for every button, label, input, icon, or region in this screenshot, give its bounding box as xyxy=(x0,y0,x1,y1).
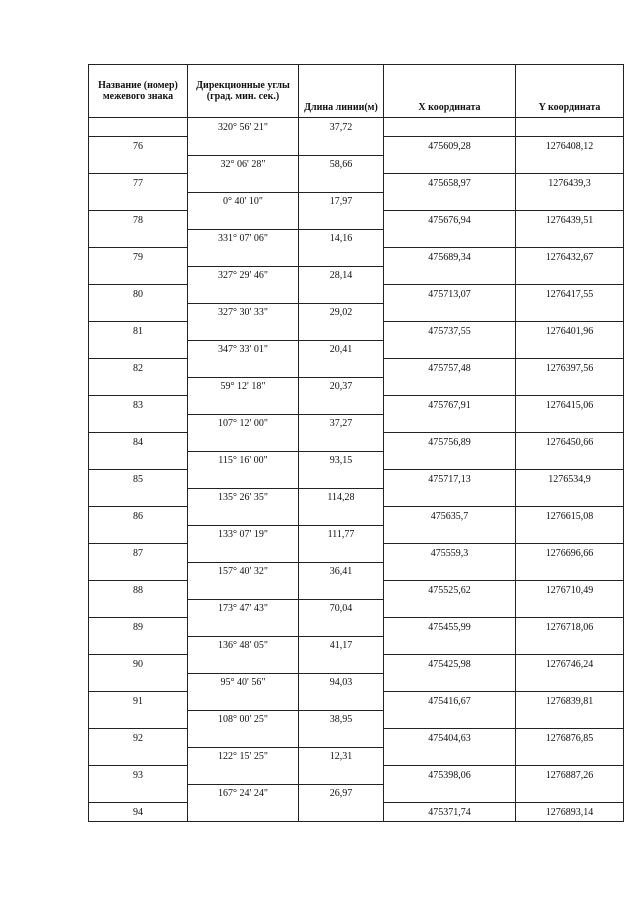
segment-y-cell xyxy=(516,673,624,692)
segment-y-cell xyxy=(516,192,624,211)
segment-y-cell xyxy=(516,451,624,470)
segment-name-cell xyxy=(89,229,188,248)
segment-angle: 320° 56' 21" xyxy=(188,118,299,137)
segment-angle: 59° 12' 18" xyxy=(188,377,299,396)
point-row xyxy=(89,322,624,341)
point-x: 475398,06 xyxy=(384,766,516,785)
segment-angle: 115° 16' 00" xyxy=(188,451,299,470)
point-length-cell xyxy=(299,692,384,711)
point-length-cell xyxy=(299,581,384,600)
point-length-cell xyxy=(299,766,384,785)
point-angle-cell xyxy=(188,544,299,563)
point-row xyxy=(89,692,624,711)
point-length-cell xyxy=(299,507,384,526)
segment-name-cell xyxy=(89,266,188,285)
point-y: 1276746,24 xyxy=(516,655,624,674)
point-x: 475455,99 xyxy=(384,618,516,637)
point-length-cell xyxy=(299,544,384,563)
segment-x-cell xyxy=(384,155,516,174)
point-name: 91 xyxy=(89,692,188,711)
segment-x-cell xyxy=(384,414,516,433)
segment-y-cell xyxy=(516,747,624,766)
point-length-cell xyxy=(299,359,384,378)
point-y: 1276876,85 xyxy=(516,729,624,748)
segment-length: 37,27 xyxy=(299,414,384,433)
header-angle: Дирекционные углы (град. мин. сек.) xyxy=(188,65,299,118)
point-name: 77 xyxy=(89,174,188,193)
segment-row xyxy=(89,451,624,470)
point-length-cell xyxy=(299,285,384,304)
point-y: 1276887,26 xyxy=(516,766,624,785)
segment-y-cell xyxy=(516,266,624,285)
point-name: 86 xyxy=(89,507,188,526)
segment-angle: 327° 30' 33" xyxy=(188,303,299,322)
point-length-cell xyxy=(299,322,384,341)
segment-x-cell xyxy=(384,562,516,581)
segment-length: 94,03 xyxy=(299,673,384,692)
point-x: 475371,74 xyxy=(384,803,516,822)
segment-angle: 327° 29' 46" xyxy=(188,266,299,285)
segment-x-cell xyxy=(384,525,516,544)
header-length: Длина линии(м) xyxy=(299,65,384,118)
point-row xyxy=(89,396,624,415)
segment-row xyxy=(89,303,624,322)
point-row xyxy=(89,433,624,452)
segment-row xyxy=(89,525,624,544)
segment-y-cell xyxy=(516,414,624,433)
segment-x-cell xyxy=(384,673,516,692)
segment-x-cell xyxy=(384,710,516,729)
segment-angle: 167° 24' 24" xyxy=(188,784,299,803)
point-name: 85 xyxy=(89,470,188,489)
segment-y-cell xyxy=(516,710,624,729)
point-y: 1276439,51 xyxy=(516,211,624,230)
point-length-cell xyxy=(299,433,384,452)
segment-angle: 133° 07' 19" xyxy=(188,525,299,544)
point-y: 1276432,67 xyxy=(516,248,624,267)
point-row xyxy=(89,211,624,230)
point-length-cell xyxy=(299,137,384,156)
segment-name-cell xyxy=(89,599,188,618)
segment-y-cell xyxy=(516,525,624,544)
point-y: 1276397,56 xyxy=(516,359,624,378)
point-y: 1276710,49 xyxy=(516,581,624,600)
point-name: 84 xyxy=(89,433,188,452)
point-y: 1276839,81 xyxy=(516,692,624,711)
segment-angle: 108° 00' 25" xyxy=(188,710,299,729)
segment-name-cell xyxy=(89,414,188,433)
point-name: 79 xyxy=(89,248,188,267)
segment-row xyxy=(89,340,624,359)
point-name: 82 xyxy=(89,359,188,378)
point-x: 475756,89 xyxy=(384,433,516,452)
segment-length: 28,14 xyxy=(299,266,384,285)
segment-length: 41,17 xyxy=(299,636,384,655)
segment-row xyxy=(89,747,624,766)
point-name: 81 xyxy=(89,322,188,341)
segment-length: 38,95 xyxy=(299,710,384,729)
segment-name-cell xyxy=(89,784,188,803)
header-x: X координата xyxy=(384,65,516,118)
point-name: 94 xyxy=(89,803,188,822)
point-angle-cell xyxy=(188,692,299,711)
segment-row xyxy=(89,784,624,803)
point-y: 1276450,66 xyxy=(516,433,624,452)
segment-name-cell xyxy=(89,747,188,766)
segment-y-cell xyxy=(516,118,624,137)
segment-x-cell xyxy=(384,266,516,285)
point-y: 1276696,66 xyxy=(516,544,624,563)
point-x: 475404,63 xyxy=(384,729,516,748)
table-body xyxy=(89,118,624,822)
segment-row xyxy=(89,266,624,285)
point-row xyxy=(89,285,624,304)
segment-y-cell xyxy=(516,599,624,618)
point-name: 92 xyxy=(89,729,188,748)
segment-angle: 95° 40' 56" xyxy=(188,673,299,692)
segment-length: 20,37 xyxy=(299,377,384,396)
segment-angle: 136° 48' 05" xyxy=(188,636,299,655)
segment-length: 17,97 xyxy=(299,192,384,211)
header-y: Y координата xyxy=(516,65,624,118)
point-row xyxy=(89,470,624,489)
segment-y-cell xyxy=(516,636,624,655)
segment-row xyxy=(89,414,624,433)
segment-length: 111,77 xyxy=(299,525,384,544)
segment-angle: 331° 07' 06" xyxy=(188,229,299,248)
segment-name-cell xyxy=(89,192,188,211)
segment-length: 37,72 xyxy=(299,118,384,137)
segment-name-cell xyxy=(89,673,188,692)
segment-name-cell xyxy=(89,488,188,507)
point-length-cell xyxy=(299,174,384,193)
point-row xyxy=(89,803,624,822)
segment-x-cell xyxy=(384,784,516,803)
segment-row xyxy=(89,229,624,248)
segment-x-cell xyxy=(384,229,516,248)
point-x: 475717,13 xyxy=(384,470,516,489)
segment-name-cell xyxy=(89,525,188,544)
point-row xyxy=(89,766,624,785)
segment-y-cell xyxy=(516,229,624,248)
point-x: 475737,55 xyxy=(384,322,516,341)
point-y: 1276439,3 xyxy=(516,174,624,193)
point-row xyxy=(89,581,624,600)
point-length-cell xyxy=(299,396,384,415)
point-y: 1276417,55 xyxy=(516,285,624,304)
point-y: 1276534,9 xyxy=(516,470,624,489)
segment-y-cell xyxy=(516,155,624,174)
segment-name-cell xyxy=(89,710,188,729)
point-length-cell xyxy=(299,618,384,637)
point-x: 475559,3 xyxy=(384,544,516,563)
segment-length: 93,15 xyxy=(299,451,384,470)
point-name: 89 xyxy=(89,618,188,637)
point-y: 1276893,14 xyxy=(516,803,624,822)
segment-y-cell xyxy=(516,377,624,396)
segment-x-cell xyxy=(384,303,516,322)
segment-x-cell xyxy=(384,636,516,655)
segment-name-cell xyxy=(89,118,188,137)
point-x: 475635,7 xyxy=(384,507,516,526)
point-x: 475609,28 xyxy=(384,137,516,156)
segment-length: 70,04 xyxy=(299,599,384,618)
segment-x-cell xyxy=(384,377,516,396)
point-x: 475416,67 xyxy=(384,692,516,711)
segment-row xyxy=(89,636,624,655)
point-row xyxy=(89,729,624,748)
segment-angle: 107° 12' 00" xyxy=(188,414,299,433)
segment-name-cell xyxy=(89,340,188,359)
segment-row xyxy=(89,192,624,211)
point-name: 83 xyxy=(89,396,188,415)
point-angle-cell xyxy=(188,581,299,600)
point-length-cell xyxy=(299,470,384,489)
point-length-cell xyxy=(299,803,384,822)
point-x: 475713,07 xyxy=(384,285,516,304)
segment-name-cell xyxy=(89,636,188,655)
segment-angle: 157° 40' 32" xyxy=(188,562,299,581)
segment-name-cell xyxy=(89,451,188,470)
segment-angle: 0° 40' 10" xyxy=(188,192,299,211)
point-angle-cell xyxy=(188,174,299,193)
segment-name-cell xyxy=(89,155,188,174)
segment-length: 58,66 xyxy=(299,155,384,174)
segment-length: 26,97 xyxy=(299,784,384,803)
point-x: 475425,98 xyxy=(384,655,516,674)
point-angle-cell xyxy=(188,285,299,304)
point-x: 475676,94 xyxy=(384,211,516,230)
segment-y-cell xyxy=(516,784,624,803)
point-y: 1276408,12 xyxy=(516,137,624,156)
point-x: 475757,48 xyxy=(384,359,516,378)
point-angle-cell xyxy=(188,322,299,341)
point-angle-cell xyxy=(188,359,299,378)
point-x: 475689,34 xyxy=(384,248,516,267)
segment-x-cell xyxy=(384,451,516,470)
table-header-row xyxy=(89,65,624,118)
point-angle-cell xyxy=(188,211,299,230)
point-length-cell xyxy=(299,211,384,230)
segment-angle: 173° 47' 43" xyxy=(188,599,299,618)
point-name: 93 xyxy=(89,766,188,785)
point-angle-cell xyxy=(188,766,299,785)
segment-length: 14,16 xyxy=(299,229,384,248)
segment-length: 114,28 xyxy=(299,488,384,507)
segment-row xyxy=(89,599,624,618)
point-y: 1276415,06 xyxy=(516,396,624,415)
point-name: 76 xyxy=(89,137,188,156)
segment-name-cell xyxy=(89,562,188,581)
segment-x-cell xyxy=(384,488,516,507)
point-name: 90 xyxy=(89,655,188,674)
segment-x-cell xyxy=(384,599,516,618)
segment-length: 36,41 xyxy=(299,562,384,581)
point-y: 1276401,96 xyxy=(516,322,624,341)
segment-y-cell xyxy=(516,340,624,359)
segment-y-cell xyxy=(516,488,624,507)
segment-y-cell xyxy=(516,303,624,322)
segment-angle: 122° 15' 25" xyxy=(188,747,299,766)
segment-row xyxy=(89,562,624,581)
point-angle-cell xyxy=(188,137,299,156)
point-x: 475658,97 xyxy=(384,174,516,193)
segment-x-cell xyxy=(384,118,516,137)
segment-row xyxy=(89,488,624,507)
segment-angle: 347° 33' 01" xyxy=(188,340,299,359)
segment-angle: 135° 26' 35" xyxy=(188,488,299,507)
point-length-cell xyxy=(299,729,384,748)
point-y: 1276615,08 xyxy=(516,507,624,526)
segment-row xyxy=(89,118,624,137)
point-row xyxy=(89,359,624,378)
point-angle-cell xyxy=(188,618,299,637)
point-angle-cell xyxy=(188,507,299,526)
segment-row xyxy=(89,673,624,692)
point-length-cell xyxy=(299,655,384,674)
point-name: 78 xyxy=(89,211,188,230)
segment-name-cell xyxy=(89,377,188,396)
point-angle-cell xyxy=(188,396,299,415)
segment-length: 20,41 xyxy=(299,340,384,359)
point-y: 1276718,06 xyxy=(516,618,624,637)
point-name: 80 xyxy=(89,285,188,304)
point-row xyxy=(89,248,624,267)
segment-name-cell xyxy=(89,303,188,322)
segment-row xyxy=(89,377,624,396)
point-angle-cell xyxy=(188,803,299,822)
point-name: 87 xyxy=(89,544,188,563)
point-angle-cell xyxy=(188,470,299,489)
segment-row xyxy=(89,710,624,729)
point-x: 475767,91 xyxy=(384,396,516,415)
point-row xyxy=(89,507,624,526)
point-name: 88 xyxy=(89,581,188,600)
point-row xyxy=(89,618,624,637)
segment-row xyxy=(89,155,624,174)
point-row xyxy=(89,655,624,674)
point-angle-cell xyxy=(188,433,299,452)
header-name: Название (номер) межевого знака xyxy=(89,65,188,118)
point-row xyxy=(89,137,624,156)
segment-y-cell xyxy=(516,562,624,581)
segment-x-cell xyxy=(384,192,516,211)
point-angle-cell xyxy=(188,729,299,748)
point-angle-cell xyxy=(188,248,299,267)
boundary-coordinates-table xyxy=(88,64,624,822)
segment-length: 29,02 xyxy=(299,303,384,322)
point-row xyxy=(89,544,624,563)
segment-length: 12,31 xyxy=(299,747,384,766)
segment-x-cell xyxy=(384,747,516,766)
segment-angle: 32° 06' 28" xyxy=(188,155,299,174)
point-length-cell xyxy=(299,248,384,267)
point-row xyxy=(89,174,624,193)
point-angle-cell xyxy=(188,655,299,674)
point-x: 475525,62 xyxy=(384,581,516,600)
segment-x-cell xyxy=(384,340,516,359)
